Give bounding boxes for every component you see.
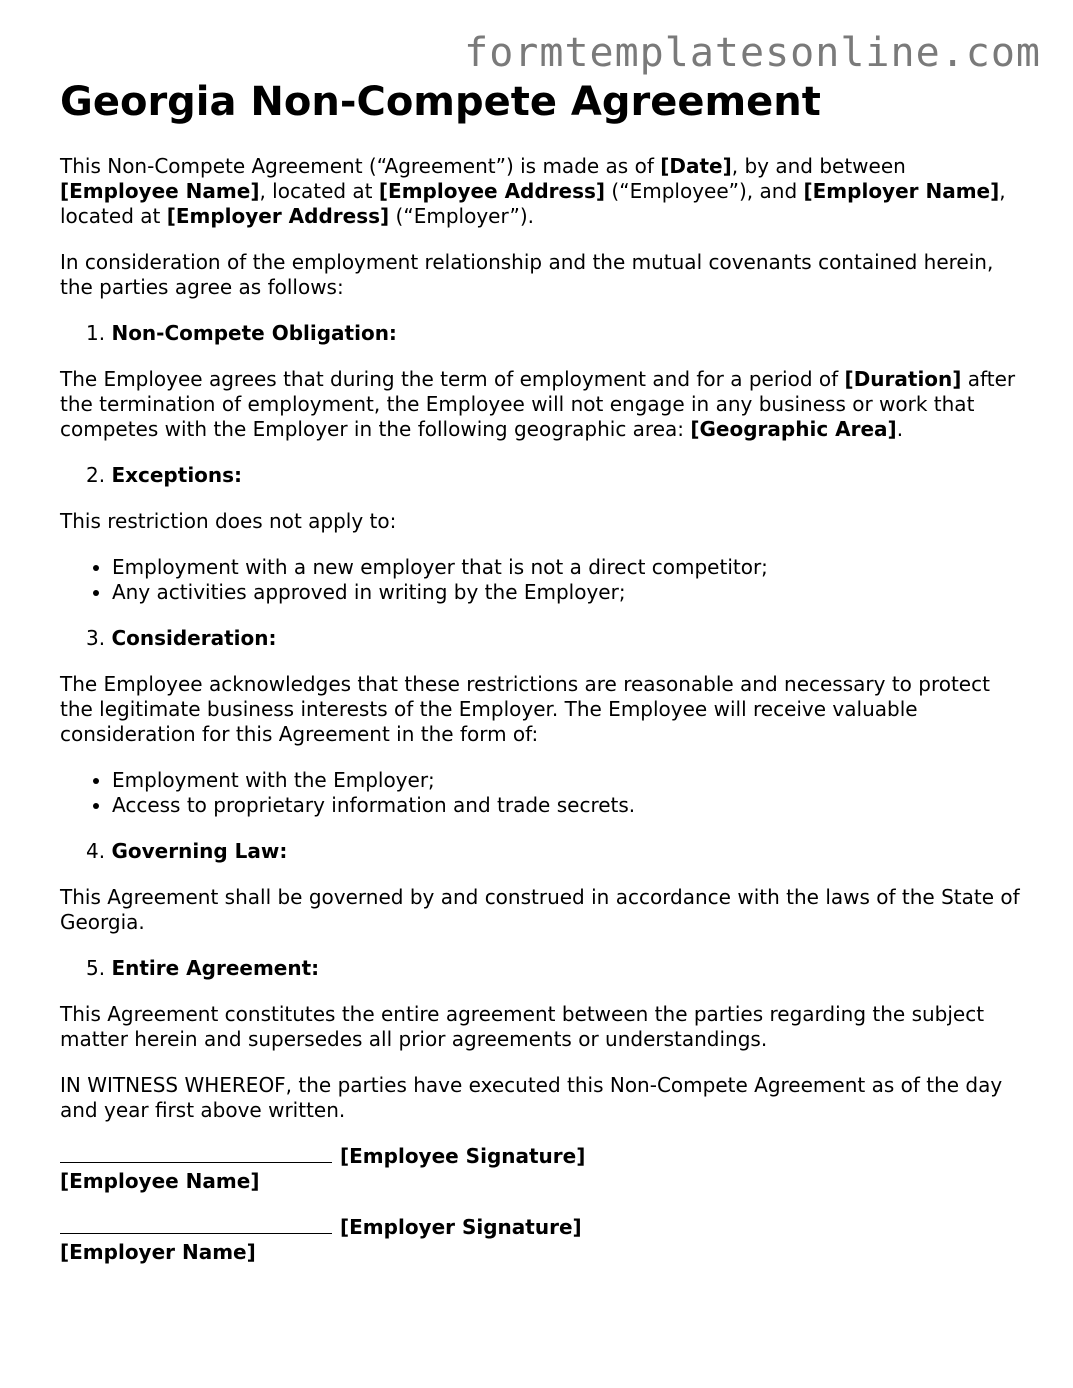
list-item: • Any activities approved in writing by the Employer; [112,580,1020,605]
date-placeholder: [Date] [660,154,732,178]
list-item: • Access to proprietary information and trade secrets. [112,793,1020,818]
exceptions-list [60,555,1020,605]
section-heading-4: 4. Governing Law: [86,839,288,863]
employer-name-placeholder: [Employer Name] [803,179,1000,203]
geographic-area-placeholder: [Geographic Area] [690,417,897,441]
employee-address-placeholder: [Employee Address] [378,179,606,203]
employee-signature-block [60,1144,1020,1194]
employer-address-placeholder: [Employer Address] [166,204,390,228]
section-body-2: This restriction does not apply to: [60,509,397,533]
duration-placeholder: [Duration] [844,367,962,391]
employer-name-label: [Employer Name] [60,1240,256,1264]
intro-paragraph: This Non-Compete Agreement (“Agreement”) is made as of [Date], by and between [Employee Name], located at [Employee Address] (“Employee”), and [Employer Name], located at [Employer Address] (“Employer”). [60,154,1006,228]
document-page [60,78,1020,1286]
section-body-4: This Agreement shall be governed by and construed in accordance with the laws of the State of Georgia. [60,885,1020,934]
section-heading-2: 2. Exceptions: [86,463,243,487]
list-item: • Employment with the Employer; [112,768,1020,793]
employer-signature-block [60,1215,1020,1265]
section-body-3: The Employee acknowledges that these restrictions are reasonable and necessary to protect the legitimate business interests of the Employer. The Employee will receive valuable consideration for this Agreement in the form of: [60,672,990,746]
section-heading-5: 5. Entire Agreement: [86,956,320,980]
employee-signature-line[interactable] [60,1144,332,1163]
watermark: formtemplatesonline.com [464,30,1041,76]
section-heading-1: 1. Non-Compete Obligation: [86,321,397,345]
employee-name-placeholder: [Employee Name] [60,179,260,203]
employee-signature-label: [Employee Signature] [340,1144,586,1168]
list-item: • Employment with a new employer that is not a direct competitor; [112,555,1020,580]
employer-signature-line[interactable] [60,1215,332,1234]
witness-paragraph: IN WITNESS WHEREOF, the parties have executed this Non-Compete Agreement as of the day and year first above written. [60,1073,1003,1122]
section-body-5: This Agreement constitutes the entire agreement between the parties regarding the subject matter herein and supersedes all prior agreements or understandings. [60,1002,985,1051]
consideration-intro: In consideration of the employment relationship and the mutual covenants contained herein, the parties agree as follows: [60,250,994,299]
page-title: Georgia Non-Compete Agreement [60,79,821,125]
section-body-1: The Employee agrees that during the term of employment and for a period of [Duration] after the termination of employment, the Employee will not engage in any business or work that competes with the Employer in the following geographic area: [Geographic Area]. [60,367,1016,441]
employer-signature-label: [Employer Signature] [340,1215,582,1239]
consideration-list [60,768,1020,818]
section-heading-3: 3. Consideration: [86,626,277,650]
employee-name-label: [Employee Name] [60,1169,260,1193]
